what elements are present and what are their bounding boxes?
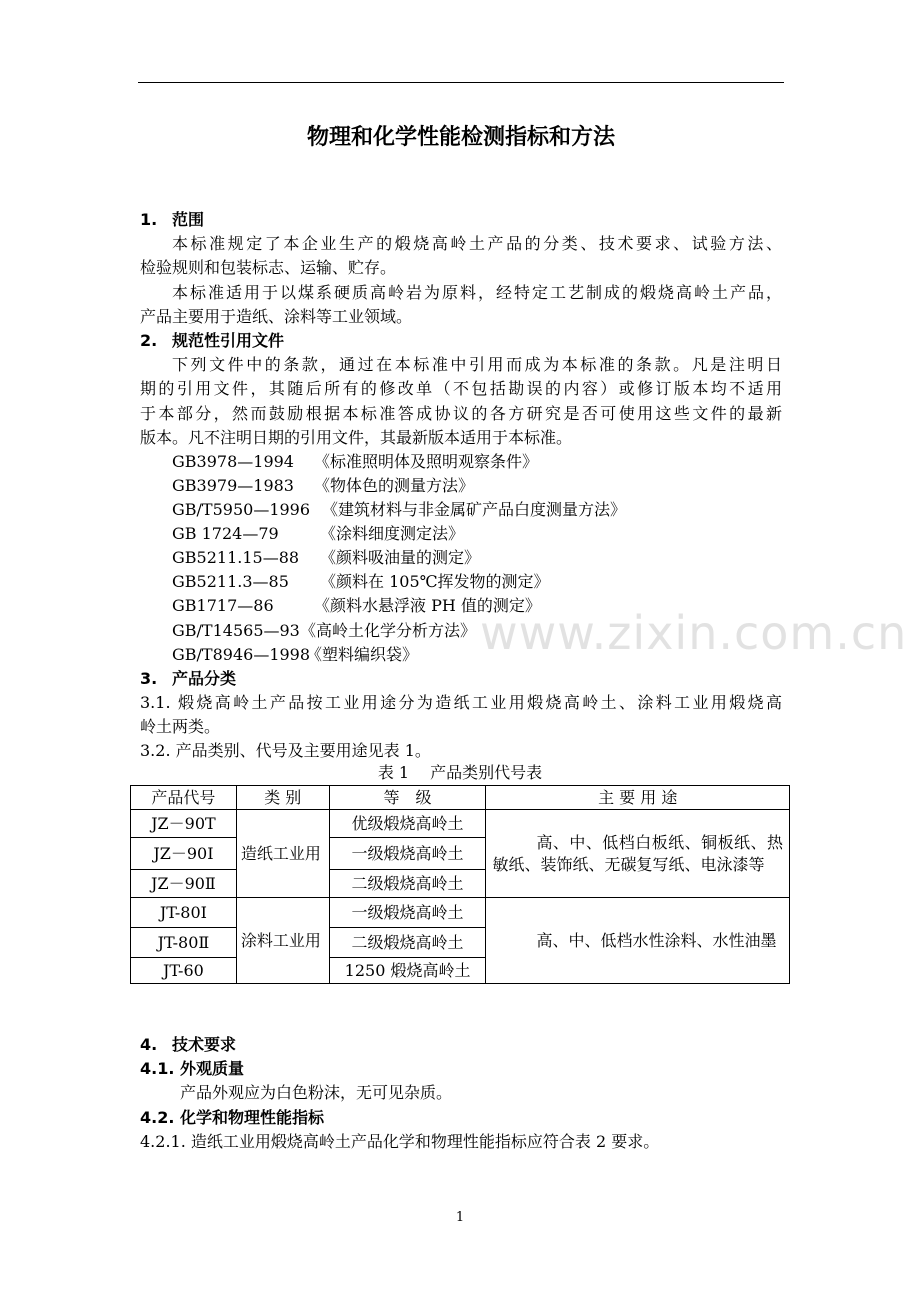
cell-product-code: JT-80Ⅰ: [131, 898, 237, 928]
table-row: [131, 898, 790, 928]
cell-category: 涂料工业用: [236, 898, 329, 984]
cell-product-code: JT-80Ⅱ: [131, 928, 237, 958]
reference-item: [172, 451, 539, 473]
cell-grade: 二级煅烧高岭土: [329, 870, 486, 898]
header-product-code: 产品代号: [131, 786, 237, 810]
clause-3-1-line-2: 岭土两类。: [140, 717, 221, 736]
clause-4-1-heading: 4.1. 外观质量: [140, 1059, 244, 1078]
clause-4-2-heading: 4.2. 化学和物理性能指标: [140, 1108, 324, 1127]
reference-code: GB/T14565—93: [172, 621, 300, 640]
references-paragraph-line-1: 下列文件中的条款，通过在本标准中引用而成为本标准的条款。凡是注明日: [172, 355, 782, 374]
clause-4-2-1-text: 4.2.1. 造纸工业用煅烧高岭土产品化学和物理性能指标应符合表 2 要求。: [140, 1132, 660, 1151]
clause-3-1-line-1: 3.1. 煅烧高岭土产品按工业用途分为造纸工业用煅烧高岭土、涂料工业用煅烧高: [140, 693, 782, 712]
cell-grade: 一级煅烧高岭土: [329, 838, 486, 870]
page-number: 1: [455, 1210, 465, 1225]
product-category-table: [130, 785, 790, 984]
cell-grade: 一级煅烧高岭土: [329, 898, 486, 928]
table-1-caption: 表 1 产品类别代号表: [377, 763, 543, 782]
reference-title: 《颜料在 105℃挥发物的测定》: [320, 572, 550, 591]
reference-code: GB5211.15—88: [172, 548, 300, 567]
cell-main-use: 高、中、低档白板纸、铜板纸、热敏纸、装饰纸、无碳复写纸、电泳漆等: [486, 810, 790, 898]
reference-code: GB/T5950—1996: [172, 500, 311, 519]
reference-title: 《颜料吸油量的测定》: [320, 548, 481, 567]
table-header-row: [131, 786, 790, 810]
reference-code: GB1717—86: [172, 596, 274, 615]
header-grade: 等 级: [329, 786, 486, 810]
scope-paragraph-2-line-1: 本标准适用于以煤系硬质高岭岩为原料，经特定工艺制成的煅烧高岭土产品，: [172, 283, 782, 302]
section-3-number: 3.: [140, 669, 158, 688]
cell-product-code: JZ－90T: [131, 810, 237, 838]
section-3-heading: [140, 668, 236, 690]
reference-title: 《建筑材料与非金属矿产品白度测量方法》: [322, 500, 627, 519]
reference-code: GB5211.3—85: [172, 572, 289, 591]
references-paragraph-line-3: 于本部分，然而鼓励根据本标准答成协议的各方研究是否可使用这些文件的最新: [140, 404, 782, 423]
header-rule: [138, 82, 784, 83]
scope-paragraph-2-line-2: 产品主要用于造纸、涂料等工业领域。: [140, 307, 413, 326]
cell-product-code: JT-60: [131, 958, 237, 984]
reference-item: [172, 547, 481, 569]
page-title: 物理和化学性能检测指标和方法: [306, 125, 615, 150]
section-1-heading: [140, 209, 204, 231]
section-2-title: 规范性引用文件: [172, 331, 285, 350]
section-4-heading: [140, 1034, 236, 1056]
scope-paragraph-1-line-2: 检验规则和包装标志、运输、贮存。: [140, 258, 397, 277]
cell-product-code: JZ－90Ⅱ: [131, 870, 237, 898]
section-1-title: 范围: [172, 210, 205, 229]
section-4-title: 技术要求: [172, 1035, 237, 1054]
scope-paragraph-1-line-1: 本标准规定了本企业生产的煅烧高岭土产品的分类、技术要求、试验方法、: [172, 234, 782, 253]
header-category: 类 别: [236, 786, 329, 810]
watermark: www.zixin.com.cn: [480, 606, 908, 660]
reference-title: 《物体色的测量方法》: [314, 476, 475, 495]
table-row: [131, 810, 790, 838]
section-4-number: 4.: [140, 1035, 158, 1054]
reference-item: [172, 620, 477, 642]
reference-title: 《塑料编织袋》: [306, 645, 419, 664]
header-main-use: 主 要 用 途: [486, 786, 790, 810]
reference-code: GB 1724—79: [172, 524, 279, 543]
cell-category: 造纸工业用: [236, 810, 329, 898]
section-2-heading: [140, 330, 284, 352]
reference-code: GB/T8946—1998: [172, 645, 311, 664]
references-paragraph-line-4: 版本。凡不注明日期的引用文件，其最新版本适用于本标准。: [140, 428, 573, 447]
clause-3-2: 3.2. 产品类别、代号及主要用途见表 1。: [140, 741, 431, 760]
reference-item: [172, 571, 550, 593]
reference-code: GB3978—1994: [172, 452, 294, 471]
clause-4-1-text: 产品外观应为白色粉沫，无可见杂质。: [180, 1083, 453, 1102]
reference-item: [172, 523, 465, 545]
cell-product-code: JZ－90Ⅰ: [131, 838, 237, 870]
reference-title: 《涂料细度测定法》: [320, 524, 465, 543]
cell-grade: 1250 煅烧高岭土: [329, 958, 486, 984]
reference-title: 《高岭土化学分析方法》: [300, 621, 477, 640]
reference-item: [172, 475, 475, 497]
section-3-title: 产品分类: [172, 669, 237, 688]
reference-title: 《颜料水悬浮液 PH 值的测定》: [314, 596, 541, 615]
cell-main-use: 高、中、低档水性涂料、水性油墨: [486, 898, 790, 984]
cell-grade: 优级煅烧高岭土: [329, 810, 486, 838]
reference-item: [172, 595, 541, 617]
reference-item: [172, 499, 627, 521]
reference-code: GB3979—1983: [172, 476, 294, 495]
section-2-number: 2.: [140, 331, 158, 350]
reference-title: 《标准照明体及照明观察条件》: [314, 452, 539, 471]
references-paragraph-line-2: 期的引用文件，其随后所有的修改单（不包括勘误的内容）或修订版本均不适用: [140, 379, 782, 398]
reference-item: [172, 644, 419, 666]
cell-grade: 二级煅烧高岭土: [329, 928, 486, 958]
section-1-number: 1.: [140, 210, 158, 229]
